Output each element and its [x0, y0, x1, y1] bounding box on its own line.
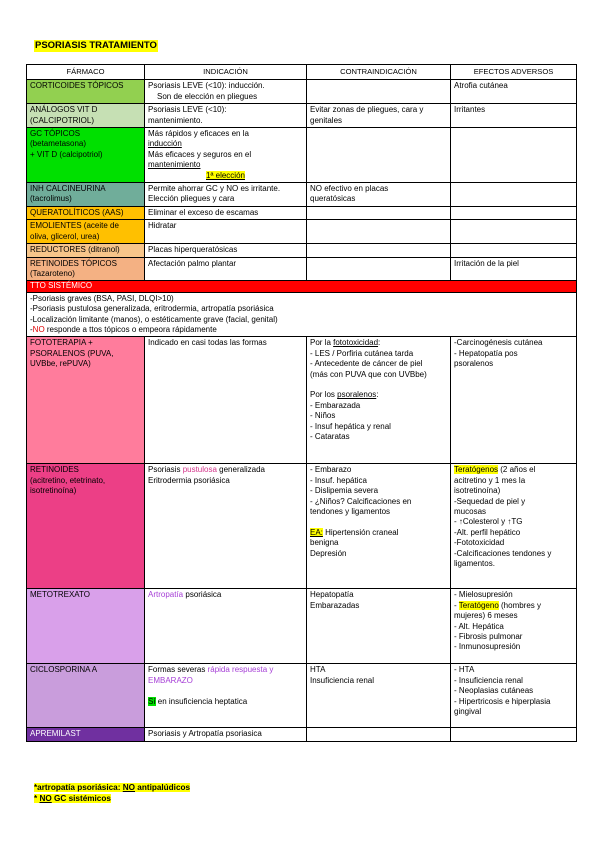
indication-cell: Placas hiperqueratósicas — [145, 244, 307, 257]
drug-cell: REDUCTORES (ditranol) — [27, 244, 145, 257]
effects-cell — [451, 244, 577, 257]
drug-cell: QUERATOLÍTICOS (AAS) — [27, 206, 145, 219]
indication-cell: Artropatía psoriásica — [145, 589, 307, 664]
row-retinoides-topicos — [27, 257, 577, 281]
contra-cell — [307, 80, 451, 104]
contra-cell: Hepatopatía Embarazadas — [307, 589, 451, 664]
indication-cell: Indicado en casi todas las formas — [145, 337, 307, 464]
indication-cell: Más rápidos y eficaces en la inducción Más eficaces y seguros en el mantenimiento 1ª elección — [145, 128, 307, 183]
indication-cell: Psoriasis pustulosa generalizada Eritrodermia psoriásica — [145, 464, 307, 589]
effects-cell: Irritantes — [451, 104, 577, 128]
section-sistemico — [27, 281, 577, 292]
header-contraindicacion: CONTRAINDICACIÓN — [307, 65, 451, 80]
contra-cell: - Embarazo - Insuf. hepática - Dislipemia severa - ¿Niños? Calcificaciones en tendones y ligamentos EA: Hipertensión craneal benigna Depresión — [307, 464, 451, 589]
drug-cell: CICLOSPORINA A — [27, 664, 145, 728]
row-fototerapia — [27, 337, 577, 464]
effects-cell: -Carcinogénesis cutánea - Hepatopatía pos psoralenos — [451, 337, 577, 464]
row-emolientes — [27, 220, 577, 244]
drug-cell: INH CALCINEURINA (tacrolimus) — [27, 183, 145, 207]
contra-cell: NO efectivo en placas queratósicas — [307, 183, 451, 207]
header-indicacion: INDICACIÓN — [145, 65, 307, 80]
footnote-2: * NO GC sistémicos — [34, 794, 111, 803]
indication-cell: Eliminar el exceso de escamas — [145, 206, 307, 219]
effects-cell: - HTA - Insuficiencia renal - Neoplasias cutáneas - Hipertricosis e hiperplasia gingival — [451, 664, 577, 728]
row-criteria — [27, 292, 577, 337]
treatment-table — [26, 64, 577, 742]
effects-cell — [451, 728, 577, 741]
header-efectos: EFECTOS ADVERSOS — [451, 65, 577, 80]
effects-cell: Teratógenos (2 años el acitretino y 1 mes la isotretinoína) -Sequedad de piel y mucosas - ↑Colesterol y ↑TG -Alt. perfil hepático -Fototoxicidad -Calcificaciones tendones y ligamentos. — [451, 464, 577, 589]
drug-cell: ANÁLOGOS VIT D (CALCIPOTRIOL) — [27, 104, 145, 128]
indication-cell: Formas severas rápida respuesta y EMBARAZO Sí en insuficiencia heptatica — [145, 664, 307, 728]
first-choice-badge: 1ª elección — [206, 170, 245, 180]
contra-cell — [307, 244, 451, 257]
indication-cell: Psoriasis y Artropatía psoriasica — [145, 728, 307, 741]
row-ciclosporina — [27, 664, 577, 728]
drug-cell: RETINOIDES (acitretino, etetrinato, isotretinoína) — [27, 464, 145, 589]
drug-cell: EMOLIENTES (aceite de oliva, glicerol, urea) — [27, 220, 145, 244]
row-inh-calcineurina — [27, 183, 577, 207]
effects-cell: Atrofia cutánea — [451, 80, 577, 104]
contra-cell: Por la fototoxicidad: - LES / Porfiria cutánea tarda - Antecedente de cáncer de piel (más con PUVA que con UVBbe) Por los psoralenos: - Embarazada - Niños - Insuf hepática y renal - Cataratas — [307, 337, 451, 464]
indication-cell: Psoriasis LEVE (<10): inducción. Son de elección en pliegues — [145, 80, 307, 104]
contra-cell — [307, 257, 451, 281]
contra-cell — [307, 220, 451, 244]
drug-cell: CORTICOIDES TÓPICOS — [27, 80, 145, 104]
row-metotrexato — [27, 589, 577, 664]
effects-cell — [451, 220, 577, 244]
effects-cell: Irritación de la piel — [451, 257, 577, 281]
row-apremilast — [27, 728, 577, 741]
contra-cell — [307, 728, 451, 741]
contra-cell: HTA Insuficiencia renal — [307, 664, 451, 728]
effects-cell — [451, 183, 577, 207]
contra-cell — [307, 128, 451, 183]
indication-cell: Permite ahorrar GC y NO es irritante. Elección pliegues y cara — [145, 183, 307, 207]
row-queratoliticos — [27, 206, 577, 219]
header-farmaco: FÁRMACO — [27, 65, 145, 80]
footnote-1: *artropatía psoriásica: NO antipalúdicos — [34, 783, 191, 792]
footnotes — [34, 782, 190, 804]
drug-cell: METOTREXATO — [27, 589, 145, 664]
criteria-cell: -Psoriasis graves (BSA, PASI, DLQI>10) -Psoriasis pustulosa generalizada, eritrodermia, artropatía psoriásica -Localización limitante (manos), o estéticamente grave (facial, genital) -NO responde a ttos tópicos o empeora rápidamente — [27, 292, 577, 337]
section-header: TTO SISTÉMICO — [27, 281, 577, 292]
row-reductores — [27, 244, 577, 257]
row-analogos-vitd — [27, 104, 577, 128]
drug-cell: FOTOTERAPIA + PSORALENOS (PUVA, UVBbe, rePUVA) — [27, 337, 145, 464]
contra-cell: Evitar zonas de pliegues, cara y genitales — [307, 104, 451, 128]
row-gc-vitd — [27, 128, 577, 183]
effects-cell — [451, 206, 577, 219]
indication-cell: Psoriasis LEVE (<10): mantenimiento. — [145, 104, 307, 128]
indication-cell: Hidratar — [145, 220, 307, 244]
row-retinoides — [27, 464, 577, 589]
drug-cell: GC TÓPICOS (betametasona) + VIT D (calcipotriol) — [27, 128, 145, 183]
indication-cell: Afectación palmo plantar — [145, 257, 307, 281]
contra-cell — [307, 206, 451, 219]
effects-cell — [451, 128, 577, 183]
page-title: PSORIASIS TRATAMIENTO — [35, 40, 157, 51]
drug-cell: RETINOIDES TÓPICOS (Tazaroteno) — [27, 257, 145, 281]
row-corticoides — [27, 80, 577, 104]
header-row — [27, 65, 577, 80]
effects-cell: - Mielosupresión - Teratógeno (hombres y mujeres) 6 meses - Alt. Hepática - Fibrosis pulmonar - Inmunosupresión — [451, 589, 577, 664]
drug-cell: APREMILAST — [27, 728, 145, 741]
